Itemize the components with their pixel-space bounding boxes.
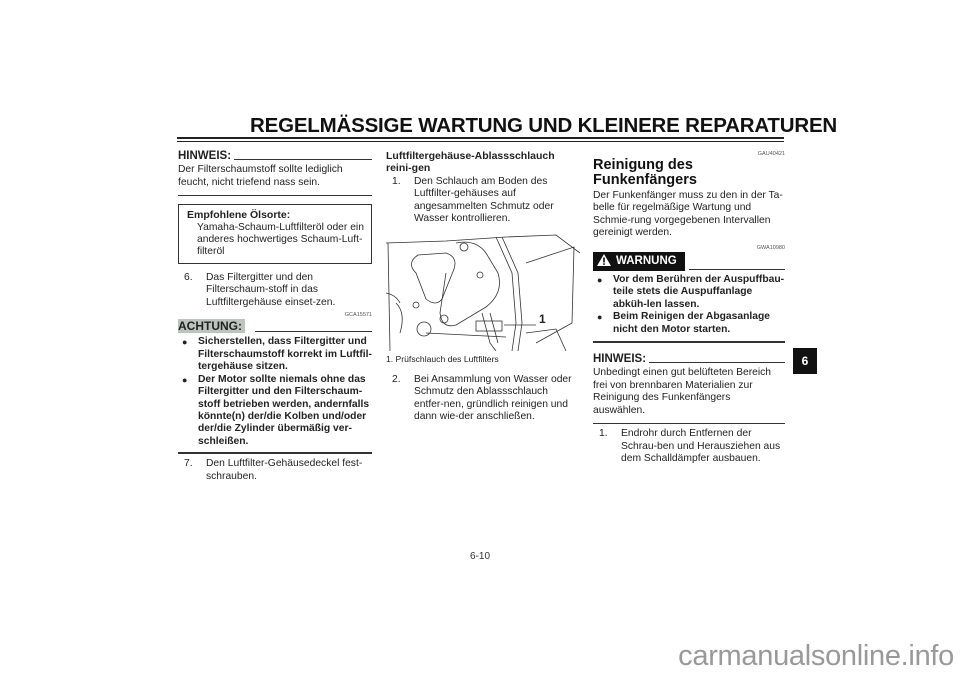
column-2 bbox=[386, 150, 580, 425]
warning-bullet: ● Vor dem Berühren der Auspuffbau-teile stets die Auspuffanlage abküh-len lassen. bbox=[593, 274, 785, 311]
hinweis-text: Unbedingt einen gut belüfteten Bereich frei von brennbaren Materialien zur Reinigung des Funkenfängers auswählen. bbox=[593, 367, 772, 416]
divider bbox=[178, 195, 372, 196]
figure-callout: 1 bbox=[539, 312, 546, 327]
intro-text: Der Funkenfänger muss zu den in der Ta-belle für regelmäßige Wartung und Schmie-rung vorgegebenen Intervallen gereinigt werden. bbox=[593, 190, 783, 239]
warning-header bbox=[593, 252, 785, 271]
bullet-icon: ● bbox=[597, 312, 603, 323]
column-3 bbox=[593, 150, 785, 467]
hinweis-text: Der Filterschaumstoff sollte lediglich feucht, nicht triefend nass sein. bbox=[178, 164, 343, 188]
step-2: 2. Bei Ansammlung von Wasser oder Schmutz den Ablassschlauch entfer-nen, gründlich reinigen und dann wie-der anschließen. bbox=[392, 373, 572, 423]
caution-code: GCA15571 bbox=[344, 312, 372, 319]
title-rule-thin bbox=[177, 141, 784, 142]
caution-header bbox=[178, 319, 372, 333]
warning-code: GWA10980 bbox=[756, 244, 785, 251]
section-title: Reinigung des Funkenfängers bbox=[593, 157, 697, 188]
title-rule bbox=[177, 137, 784, 139]
step-7: 7. Den Luftfilter-Gehäusedeckel fest-schrauben. bbox=[184, 458, 363, 482]
section-heading: Luftfiltergehäuse-Ablassschlauch reini-gen bbox=[386, 150, 555, 175]
warning-label: WARNUNG bbox=[616, 255, 677, 268]
box-body: Yamaha-Schaum-Luftfilteröl oder ein anderes hochwertiges Schaum-Luft-filteröl bbox=[197, 221, 364, 258]
divider bbox=[593, 423, 785, 424]
figure-caption: 1. Prüfschlauch des Luftfilters bbox=[386, 354, 499, 365]
step-1: 1. Den Schlauch am Boden des Luftfilter-gehäuses auf angesammelten Schmutz oder Wasser kontrollieren. bbox=[392, 175, 554, 225]
bullet-icon: ● bbox=[182, 374, 188, 385]
page-title: REGELMÄSSIGE WARTUNG UND KLEINERE REPARATUREN bbox=[250, 114, 838, 137]
hinweis-label: HINWEIS: bbox=[178, 150, 232, 162]
column-1 bbox=[178, 150, 372, 485]
warning-bullet: ● Beim Reinigen der Abgasanlage nicht den Motor starten. bbox=[593, 311, 785, 336]
step-1: 1. Endrohr durch Entfernen der Schrau-ben und Herausziehen aus dem Schalldämpfer ausbauen. bbox=[599, 428, 781, 464]
hinweis-header bbox=[178, 150, 372, 162]
divider bbox=[593, 341, 785, 343]
caution-bullet: ● Der Motor sollte niemals ohne das Filtergitter und den Filterschaum-stoff betrieben werden, andernfalls könnte(n) der/die Kolben und/oder der/die Zylinder übermäßig ver-schleißen. bbox=[178, 374, 372, 448]
page-number: 6-10 bbox=[469, 551, 490, 562]
warning-triangle-icon bbox=[597, 254, 611, 269]
hinweis-header bbox=[593, 353, 785, 365]
bullet-icon: ● bbox=[182, 337, 188, 348]
bullet-icon: ● bbox=[597, 275, 603, 286]
step-6: 6. Das Filtergitter und den Filterschaum-stoff in das Luftfiltergehäuse einset-zen. bbox=[184, 271, 336, 308]
caution-bullet: ● Sicherstellen, dass Filtergitter und Filterschaumstoff korrekt im Luftfil-tergehäuse sitzen. bbox=[178, 336, 372, 373]
watermark: carmanualsonline.info bbox=[678, 640, 954, 672]
box-title: Empfohlene Ölsorte: bbox=[187, 209, 291, 222]
chapter-tab: 6 bbox=[793, 348, 817, 374]
caution-label: ACHTUNG: bbox=[178, 319, 245, 333]
divider bbox=[178, 452, 372, 454]
air-filter-illustration bbox=[386, 233, 580, 351]
section-code: GAU40421 bbox=[757, 151, 785, 157]
recommended-oil-box bbox=[178, 204, 372, 264]
hinweis-label: HINWEIS: bbox=[593, 353, 647, 366]
